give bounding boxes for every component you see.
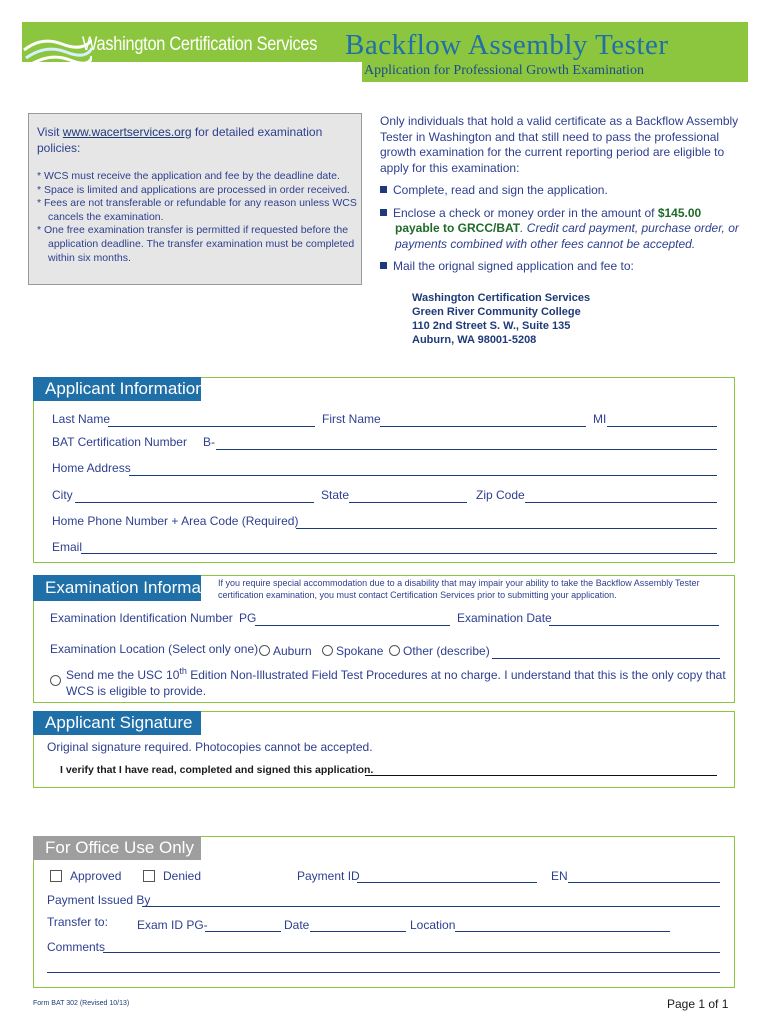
phone-field[interactable] — [296, 528, 717, 529]
policy-item: * One free examination transfer is permitted if requested before the application deadline. The transfer examination must be completed within six months. — [37, 224, 355, 264]
office-heading: For Office Use Only — [33, 836, 201, 860]
usc-text-line2: WCS is eligible to provide. — [66, 684, 207, 698]
square-bullet-icon — [380, 262, 387, 269]
payment-issued-label: Payment Issued By — [47, 893, 151, 907]
signature-heading: Applicant Signature — [33, 711, 201, 735]
accommodation-note: If you require special accommodation due to a disability that may impair your ability to take the Backflow Assembly Tester certification examination, you must contact Certification Services prior to submitting your application. — [218, 578, 700, 600]
policy-item: * Fees are not transferable or refundable for any reason unless WCS cancels the examination. — [37, 197, 357, 223]
comments-label: Comments — [47, 940, 106, 954]
usc-text: Send me the USC 10th Edition Non-Illustrated Field Test Procedures at no charge. I understand that this is the only copy that — [66, 666, 726, 682]
last-name-field[interactable] — [108, 426, 315, 427]
exam-id-label: Examination Identification Number — [50, 611, 233, 625]
payment-id-label: Payment ID — [297, 869, 360, 883]
exam-heading: Examination Information — [33, 575, 201, 601]
state-label: State — [321, 488, 350, 502]
address-line: Auburn, WA 98001-5208 — [412, 334, 537, 346]
exam-date-label: Examination Date — [457, 611, 552, 625]
verify-statement: I verify that I have read, completed and signed this application. — [60, 764, 374, 776]
location-other-field[interactable] — [492, 658, 720, 659]
radio-icon[interactable] — [50, 675, 61, 686]
mailing-address — [412, 291, 590, 347]
bat-cert-field[interactable] — [216, 449, 717, 450]
city-field[interactable] — [75, 502, 314, 503]
square-bullet-icon — [380, 209, 387, 216]
policy-list — [37, 170, 357, 265]
checkbox-icon[interactable] — [50, 870, 62, 882]
transfer-exam-id-field[interactable] — [205, 931, 281, 932]
brand-name: Washington Certification Services — [82, 34, 318, 55]
checkbox-icon[interactable] — [143, 870, 155, 882]
transfer-location-label: Location — [410, 918, 456, 932]
applicant-section — [33, 377, 735, 563]
usc-option[interactable] — [50, 672, 64, 690]
policy-visit-text — [37, 124, 337, 156]
policy-item: * Space is limited and applications are processed in order received. — [37, 183, 350, 196]
approved-option[interactable]: Approved — [50, 869, 121, 883]
visit-prefix: Visit — [37, 125, 63, 139]
city-label: City — [52, 488, 73, 502]
first-name-field[interactable] — [380, 426, 586, 427]
bat-prefix: B- — [203, 435, 215, 449]
phone-label: Home Phone Number + Area Code (Required) — [52, 514, 299, 528]
instruction-step-1: Complete, read and sign the application. — [380, 183, 740, 199]
transfer-exam-id-label: Exam ID PG- — [137, 918, 208, 932]
policy-item: * WCS must receive the application and fee by the deadline date. — [37, 170, 340, 182]
bat-cert-label: BAT Certification Number — [52, 435, 187, 449]
instruction-step-3: Mail the orignal signed application and fee to: — [380, 259, 740, 275]
mi-field[interactable] — [607, 426, 717, 427]
en-label: EN — [551, 869, 568, 883]
payable-to: payable to GRCC/BAT — [395, 221, 521, 235]
location-auburn[interactable]: Auburn — [259, 644, 312, 658]
first-name-label: First Name — [322, 412, 381, 426]
exam-location-label: Examination Location (Select only one) — [50, 642, 259, 656]
applicant-heading: Applicant Information — [33, 377, 201, 401]
transfer-date-label: Date — [284, 918, 310, 932]
website-link[interactable]: www.wacertservices.org — [62, 125, 192, 139]
form-id: Form BAT 302 (Revised 10/13) — [33, 1000, 130, 1007]
payment-issued-field[interactable] — [142, 906, 720, 907]
radio-icon[interactable] — [259, 645, 270, 656]
comments-field[interactable] — [103, 952, 720, 953]
location-spokane[interactable]: Spokane — [322, 644, 383, 658]
exam-id-field[interactable] — [255, 625, 450, 626]
radio-icon[interactable] — [389, 645, 400, 656]
fee-amount: $145.00 — [657, 205, 702, 220]
en-field[interactable] — [568, 882, 720, 883]
denied-option[interactable]: Denied — [143, 869, 201, 883]
zip-label: Zip Code — [476, 488, 525, 502]
email-label: Email — [52, 540, 83, 554]
transfer-location-field[interactable] — [455, 931, 670, 932]
email-field[interactable] — [81, 553, 717, 554]
page-subtitle: Application for Professional Growth Examination — [364, 63, 644, 78]
state-field[interactable] — [349, 502, 467, 503]
radio-icon[interactable] — [322, 645, 333, 656]
signature-field[interactable] — [365, 775, 717, 776]
square-bullet-icon — [380, 186, 387, 193]
address-line: Green River Community College — [412, 306, 581, 318]
signature-requirement: Original signature required. Photocopies cannot be accepted. — [47, 740, 373, 754]
transfer-to-label: Transfer to: — [47, 915, 108, 929]
home-address-field[interactable] — [129, 475, 717, 476]
address-line: 110 2nd Street S. W., Suite 135 — [412, 320, 571, 332]
visit-suffix: for detailed examination policies: — [37, 125, 323, 155]
comments-field-line2[interactable] — [47, 972, 720, 973]
zip-field[interactable] — [525, 502, 717, 503]
last-name-label: Last Name — [52, 412, 111, 426]
address-line: Washington Certification Services — [412, 292, 591, 304]
location-other[interactable]: Other (describe) — [389, 644, 490, 658]
exam-id-prefix: PG — [239, 611, 257, 625]
mi-label: MI — [593, 412, 607, 426]
transfer-date-field[interactable] — [310, 931, 406, 932]
exam-date-field[interactable] — [549, 625, 719, 626]
home-address-label: Home Address — [52, 461, 131, 475]
page-title: Backflow Assembly Tester — [345, 29, 669, 61]
page-number: Page 1 of 1 — [667, 997, 729, 1011]
payment-id-field[interactable] — [357, 882, 537, 883]
instructions — [380, 114, 740, 275]
instruction-step-2: Enclose a check or money order in the amount of $145.00 payable to GRCC/BAT. Credit card payment, purchase order, or payments combined with other fees cannot be accepted. — [380, 206, 740, 253]
eligibility-intro: Only individuals that hold a valid certificate as a Backflow Assembly Tester in Washington and that still need to pass the professional growth examination for the current reporting period are eligible to apply for this examination: — [380, 114, 739, 175]
payment-note: . Credit card payment, purchase order, or payments combined with other fees cannot be accepted. — [395, 221, 739, 251]
